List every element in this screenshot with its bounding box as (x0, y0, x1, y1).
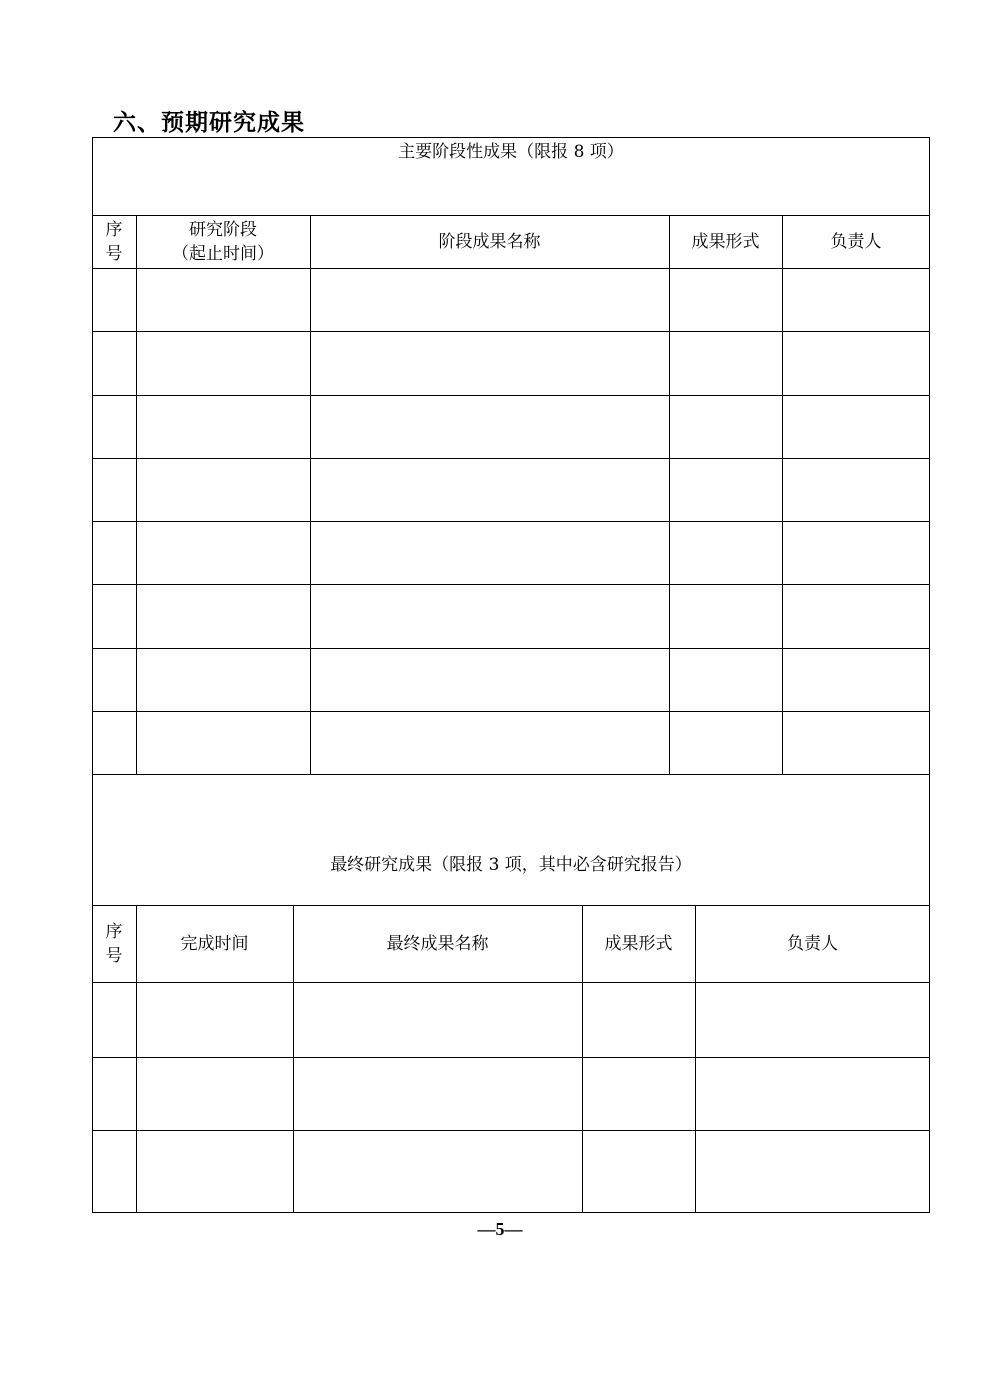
final-row-2[interactable] (92, 1058, 930, 1130)
stage-row-8[interactable] (92, 712, 930, 774)
stage-header-stage (136, 216, 310, 268)
stage-header-seq (92, 216, 136, 268)
final-header-seq (92, 906, 136, 982)
final-header-name (293, 906, 582, 982)
stage-header-form-text: 成果形式 (691, 232, 760, 252)
stage-header-stage-line2: （起止时间） (172, 244, 274, 264)
stage-results-title (92, 140, 930, 164)
stage-row-7[interactable] (92, 649, 930, 711)
stage-header-name-text: 阶段成果名称 (438, 232, 541, 252)
stage-row-6[interactable] (92, 585, 930, 648)
stage-row-4[interactable] (92, 459, 930, 521)
stage-row-3[interactable] (92, 396, 930, 458)
final-header-time-text: 完成时间 (180, 934, 249, 954)
stage-header-name (310, 216, 669, 268)
final-header-seq-line2: 号 (105, 946, 123, 966)
final-header-seq-line1: 序 (105, 922, 123, 942)
page-number: —5— (477, 1219, 523, 1239)
stage-header-seq-line1: 序 (105, 220, 123, 240)
stage-header-stage-line1: 研究阶段 (189, 220, 257, 240)
final-row-3[interactable] (92, 1131, 930, 1213)
stage-results-title-text: 主要阶段性成果（限报 8 项） (398, 142, 624, 162)
final-results-title-text: 最终研究成果（限报 3 项，其中必含研究报告） (330, 855, 692, 875)
stage-header-form (669, 216, 782, 268)
stage-header-owner (782, 216, 930, 268)
section-heading: 六、预期研究成果 (113, 110, 305, 136)
divider-line (92, 774, 930, 775)
final-header-owner (695, 906, 930, 982)
stage-row-5[interactable] (92, 522, 930, 584)
stage-row-1[interactable] (92, 269, 930, 331)
final-results-title (92, 853, 930, 877)
stage-row-2[interactable] (92, 332, 930, 395)
final-header-owner-text: 负责人 (787, 934, 838, 954)
stage-header-owner-text: 负责人 (830, 232, 882, 252)
final-header-form (582, 906, 695, 982)
final-header-time (136, 906, 293, 982)
stage-header-seq-line2: 号 (105, 244, 123, 264)
final-row-1[interactable] (92, 983, 930, 1057)
final-header-form-text: 成果形式 (604, 934, 673, 954)
final-header-name-text: 最终成果名称 (386, 934, 489, 954)
